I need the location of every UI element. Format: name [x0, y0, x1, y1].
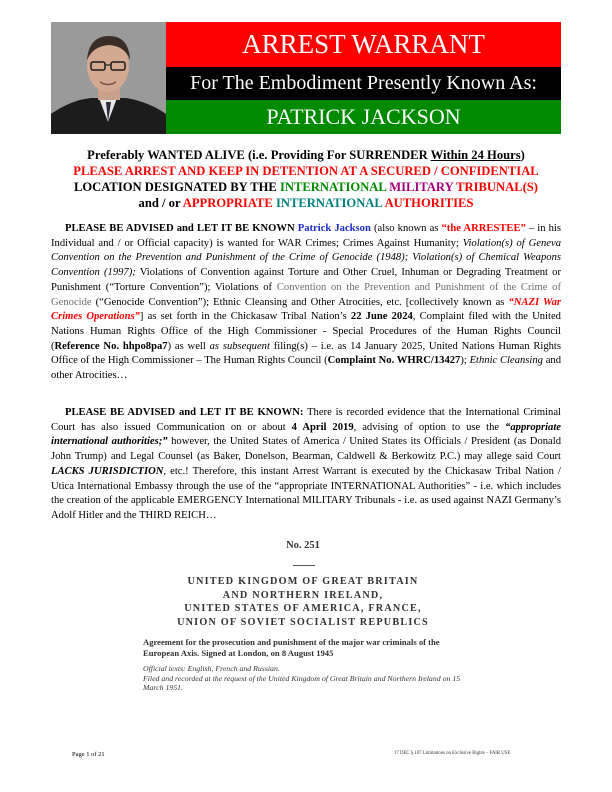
- treaty-parties: [143, 575, 463, 629]
- banner-name: PATRICK JACKSON: [166, 100, 561, 134]
- headline-international: INTERNATIONAL: [279, 180, 387, 194]
- headline-line-3: [40, 179, 572, 195]
- para2-text: however, the United States of America / United States its Officials / President (as Donald John Trump) and Legal Counsel (as Baker, Donelson, Bearman, Caldwell & Berkowitz P.C.) may allege said Court: [51, 436, 561, 463]
- para2-text: There is recorded evidence that the International Criminal Court has also issued Communication on or about: [51, 407, 561, 433]
- headline-deadline: Within 24 Hours: [430, 148, 521, 162]
- treaty-party-line: AND NORTHERN IRELAND,: [222, 589, 384, 601]
- treaty-party-line: UNION OF SOVIET SOCIALIST REPUBLICS: [177, 616, 429, 628]
- para2-text: , etc.! Therefore, this instant Arrest Warrant is executed by the Chickasaw Tribal Nation / Utica International Embassy through the use of the “appropriate INTERNATIONAL Authorities” - i.e. which includes the creation of the applicable EMERGENCY International MILITARY Tribunals - i.e. as used against NAZI Germany’s Adolf Hitler and the THIRD REICH…: [51, 465, 561, 521]
- treaty-divider: [293, 565, 315, 566]
- treaty-party-line: UNITED STATES OF AMERICA, FRANCE,: [184, 603, 422, 614]
- paragraph-1: [51, 222, 561, 384]
- para1-text: , Complaint filed with the United Nations Human Rights Office of the High Commissioner - Special Procedures of the Human Rights Council (: [51, 311, 561, 352]
- para2-date: 4 April 2019: [291, 421, 354, 433]
- headline-text: ): [520, 148, 525, 162]
- treaty-number: No. 251: [286, 540, 320, 551]
- para2-text: , advising of option to use the: [353, 421, 506, 433]
- headline-authorities: AUTHORITIES: [384, 196, 474, 210]
- arrestee-name: Patrick Jackson: [297, 223, 371, 234]
- para2-lead: PLEASE BE ADVISED and LET IT BE KNOWN:: [65, 407, 304, 418]
- para1-text: – in his Individual and / or Official capacity) is wanted for WAR Crimes; Crimes Against Humanity;: [51, 223, 561, 249]
- para1-text: PLEASE BE ADVISED and LET IT BE KNOWN: [65, 223, 298, 234]
- page-number: Page 1 of 21: [72, 751, 105, 758]
- para1-text: filing(s) – i.e. as 14 January 2025, United Nations Human Rights Office of the High Commissioner – The Human Rights Council (: [51, 340, 561, 367]
- headline-text: and / or: [138, 196, 183, 210]
- para1-text: Violations of Convention against Torture and Other Cruel, Inhuman or Degrading Treatment or Punishment (“Torture Convention”); Violations of: [51, 267, 561, 293]
- para1-text: (“Genocide Convention”); Ethnic Cleansing and Other Atrocities, etc. [collectively known as: [91, 296, 509, 308]
- footer-fair-use: 17 DEC § 107 Limitations on Exclusive Rights – FAIR USE: [394, 751, 511, 756]
- headline-line-2: PLEASE ARREST AND KEEP IN DETENTION AT A SECURED / CONFIDENTIAL: [73, 164, 539, 178]
- warrant-banner: [51, 22, 561, 134]
- headline-appropriate: APPROPRIATE: [182, 196, 273, 210]
- treaty-official-texts: Official texts: English, French and Russian.: [143, 664, 280, 673]
- treaty-agreement: Agreement for the prosecution and punishment of the major war criminals of the European Axis. Signed at London, on 8 August 1945: [143, 637, 440, 658]
- headline-line-4: [40, 195, 572, 211]
- banner-title: ARREST WARRANT: [166, 22, 561, 67]
- para1-text: and other Atrocities…: [51, 355, 561, 382]
- para1-date: 22 June 2024: [350, 311, 413, 323]
- para2-lacks-jurisdiction: LACKS JURISDICTION: [51, 465, 164, 477]
- treaty-filed: Filed and recorded at the request of the United Kingdom of Great Britain and Northern Ireland on 15 March 1951.: [143, 673, 461, 692]
- treaty-party-line: UNITED KINGDOM OF GREAT BRITAIN: [187, 576, 419, 587]
- para2-appropriate: “appropriate international authorities;”: [51, 421, 561, 448]
- suspect-portrait-image: [51, 22, 166, 134]
- suspect-photo: [51, 22, 166, 134]
- para1-complaint-no: Complaint No. WHRC/13427: [327, 355, 461, 367]
- headline-line-1: [40, 147, 572, 163]
- headline-text: Preferably WANTED ALIVE (i.e. Providing For SURRENDER: [87, 148, 431, 162]
- para1-text: );: [460, 355, 470, 367]
- para1-text: (also known as: [370, 223, 442, 234]
- headline-military: MILITARY: [389, 180, 454, 194]
- banner-subtitle: For The Embodiment Presently Known As:: [166, 67, 561, 100]
- paragraph-2: [51, 406, 561, 524]
- para1-text: ] as set forth in the Chickasaw Tribal Nation’s: [139, 311, 351, 323]
- para1-nazi-ops: “NAZI War Crimes Operations”: [51, 296, 561, 323]
- treaty-scan: [143, 540, 463, 700]
- headline-tribunals: TRIBUNAL(S): [456, 180, 538, 194]
- treaty-notes: [143, 664, 463, 693]
- para1-text: ) as well: [167, 340, 210, 352]
- arrestee-label: “the ARRESTEE”: [441, 223, 526, 234]
- para1-reference: Reference No. hhpo8pa7: [54, 340, 168, 352]
- para1-genocide-convention: Convention on the Prevention and Punishment of the Crime of Genocide: [51, 281, 561, 308]
- para1-ethnic: Ethnic Cleansing: [469, 355, 543, 367]
- para1-violations: Violation(s) of Geneva Convention on the Prevention and Punishment of the Crime of Genocide (1948); Violation(s) of Chemical Weapons Convention (1997);: [51, 237, 561, 279]
- para1-subsequent: as subsequent: [209, 340, 270, 352]
- headline-international: INTERNATIONAL: [275, 196, 383, 210]
- headline-text: LOCATION DESIGNATED BY THE: [73, 180, 280, 194]
